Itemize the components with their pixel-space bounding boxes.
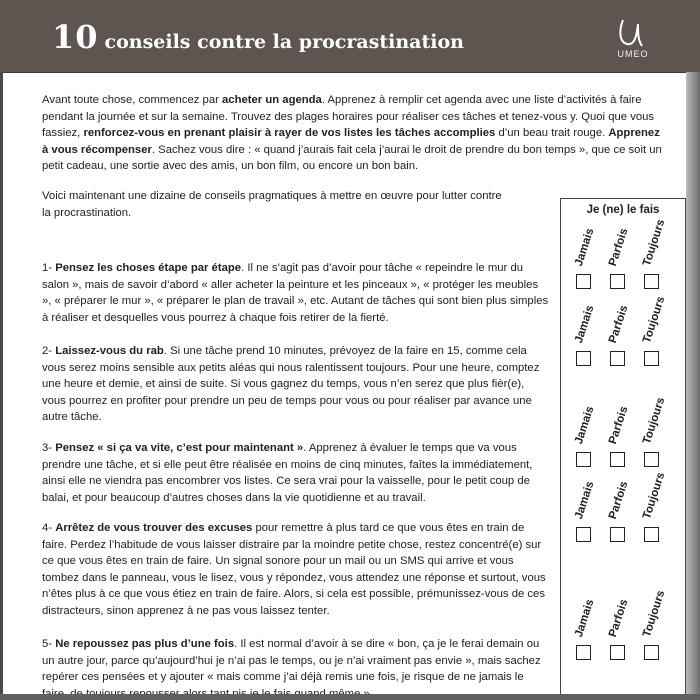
title-text: conseils contre la procrastination xyxy=(104,31,464,53)
tip-4-checkbox-jamais[interactable] xyxy=(576,527,591,542)
tip-2-option-jamais[interactable] xyxy=(563,291,595,371)
logo-text: UMEO xyxy=(617,49,649,59)
tip-4-checkbox-group xyxy=(561,467,685,557)
option-label: Toujours xyxy=(641,589,668,639)
tip-5-checkbox-jamais[interactable] xyxy=(576,645,591,660)
tip-5-option-parfois[interactable] xyxy=(597,585,629,665)
tip-4-option-jamais[interactable] xyxy=(563,467,595,547)
tip-5-option-jamais[interactable] xyxy=(563,585,595,665)
tip-2-checkbox-group xyxy=(561,291,685,381)
page-title xyxy=(52,18,464,56)
self-assessment-title: Je (ne) le fais xyxy=(586,204,660,216)
tip-2-option-parfois[interactable] xyxy=(597,291,629,371)
option-label: Parfois xyxy=(607,404,631,446)
page-border-left xyxy=(0,72,3,700)
title-number: 10 xyxy=(52,18,99,56)
tip-1-option-jamais[interactable] xyxy=(563,214,595,294)
tip-3-checkbox-jamais[interactable] xyxy=(576,452,591,467)
self-assessment-panel xyxy=(560,198,686,700)
tip-2-option-toujours[interactable] xyxy=(631,291,668,371)
option-label: Parfois xyxy=(607,479,631,521)
option-label: Toujours xyxy=(641,471,668,521)
tip-5-checkbox-parfois[interactable] xyxy=(610,645,625,660)
tip-5-checkbox-group xyxy=(561,585,685,675)
option-label: Jamais xyxy=(573,303,597,345)
tip-3: 3- Pensez « si ça va vite, c’est pour maintenant ». Apprenez à évaluer le temps que va vous prendre une tâche, et si elle peut être réalisée en moins de cinq minutes, faîtes la immédiatement, ainsi elle ne viendra pas encombrer vos listes. Ce sera vrai pour la vaisselle, pour le petit coup de balai, et pour beaucoup d’autres choses dans la vie quotidienne et au travail. xyxy=(42,442,533,504)
option-label: Parfois xyxy=(607,226,631,268)
option-label: Parfois xyxy=(607,303,631,345)
tip-4-checkbox-parfois[interactable] xyxy=(610,527,625,542)
header-bar xyxy=(0,0,700,73)
tip-1-checkbox-parfois[interactable] xyxy=(610,274,625,289)
tip-2-checkbox-parfois[interactable] xyxy=(610,351,625,366)
tip-3-option-parfois[interactable] xyxy=(597,392,629,472)
option-label: Jamais xyxy=(573,479,597,521)
tip-5-option-toujours[interactable] xyxy=(631,585,668,665)
tip-3-checkbox-toujours[interactable] xyxy=(644,452,659,467)
option-label: Parfois xyxy=(607,597,631,639)
page-border-right xyxy=(686,72,700,700)
tip-5-checkbox-toujours[interactable] xyxy=(644,645,659,660)
option-label: Toujours xyxy=(641,295,668,345)
option-label: Jamais xyxy=(573,597,597,639)
tip-2-checkbox-toujours[interactable] xyxy=(644,351,659,366)
tip-5: 5- Ne repoussez pas plus d’une fois. Il est normal d’avoir à se dire « bon, ça je le ferai demain ou un autre jour, parce qu’aujourd’hui je n’ai pas le temps, ou je n’ai vraiment pas envie », mais sachez repérer ces pensées et y ajouter « mais comme j’ai déjà remis une fois, je risque de ne jamais le xyxy=(42,638,541,683)
page-border-bottom xyxy=(0,694,700,700)
tip-3-option-toujours[interactable] xyxy=(631,392,668,472)
intro-paragraph: Avant toute chose, commencez par acheter un agenda. Apprenez à remplir cet agenda avec une liste d’activités à faire pendant la journée et sur la semaine. Trouvez des plages horaires pour réaliser ces tâches et tenez-vous y. Quoi que vous fassiez, renforcez-vous en prenant plaisir à rayer de vos listes les tâches accomplies d’un beau trait rouge. Apprenez à vous récompenser. Sachez vous dire : « quand j’aurais fait cela j’aurai le droit de prendre du bon temps », que ce soit un petit cadeau, une sortie avec des amis, un bon film, ou encore un bon bain. xyxy=(42,94,662,172)
tip-1: 1- Pensez les choses étape par étape. Il ne s’agit pas d’avoir pour tâche « repeindre le mur du salon », mais de savoir d’abord « aller acheter la peinture et les pinceaux », « protéger les meubles », « préparer le mur », « préparer le plan de travail », etc. Autant de tâches qui sont bien plus simples à réaliser et desquelles vous pourrez à chaque fois retirer de la fierté. xyxy=(42,262,549,324)
option-label: Toujours xyxy=(641,218,668,268)
option-label: Jamais xyxy=(573,404,597,446)
option-label: Jamais xyxy=(573,226,597,268)
tip-2: 2- Laissez-vous du rab. Si une tâche prend 10 minutes, prévoyez de la faire en 15, comme cela vous serez moins sensible aux petits aléas qui nous ralentissent toujours. Pour une heure, comptez une heure et demie, et ainsi de suite. Si vous gagnez du temps, vous n’en serez que plus fièr(e), vous pourrez en profiter pour prendre un peu de temps pour vous ou pour réaliser par avance une autre tâche. xyxy=(42,345,540,423)
tip-1-checkbox-toujours[interactable] xyxy=(644,274,659,289)
tip-4-option-parfois[interactable] xyxy=(597,467,629,547)
tip-1-option-parfois[interactable] xyxy=(597,214,629,294)
option-label: Toujours xyxy=(641,396,668,446)
tip-4: 4- Arrêtez de vous trouver des excuses pour remettre à plus tard ce que vous êtes en train de faire. Perdez l’habitude de vous laisser distraire par la moindre petite chose, restez concentré(e) sur ce que vous êtes en train de faire. Un signal sonore pour un mail ou un SMS qui arrive et vous tombez dans le panneau, vous le lisez, vous y répondez, vous attendez une réponse et surtout, vous n’êtes plus à ce que vous étiez en train de faire. Alors, si cela est possible, prémunissez-vous de ces distracteurs, sinon apprenez à ne pas vous laissez tenter. xyxy=(42,522,546,617)
tip-1-option-toujours[interactable] xyxy=(631,214,668,294)
tip-3-checkbox-parfois[interactable] xyxy=(610,452,625,467)
tip-4-option-toujours[interactable] xyxy=(631,467,668,547)
tip-3-option-jamais[interactable] xyxy=(563,392,595,472)
tip-1-checkbox-jamais[interactable] xyxy=(576,274,591,289)
umeo-logo-icon xyxy=(611,16,655,50)
tip-4-checkbox-toujours[interactable] xyxy=(644,527,659,542)
intro-second-paragraph: Voici maintenant une dizaine de conseils pragmatiques à mettre en œuvre pour lutter contre la procrastination. xyxy=(42,190,502,219)
umeo-logo xyxy=(611,16,655,62)
tip-2-checkbox-jamais[interactable] xyxy=(576,351,591,366)
